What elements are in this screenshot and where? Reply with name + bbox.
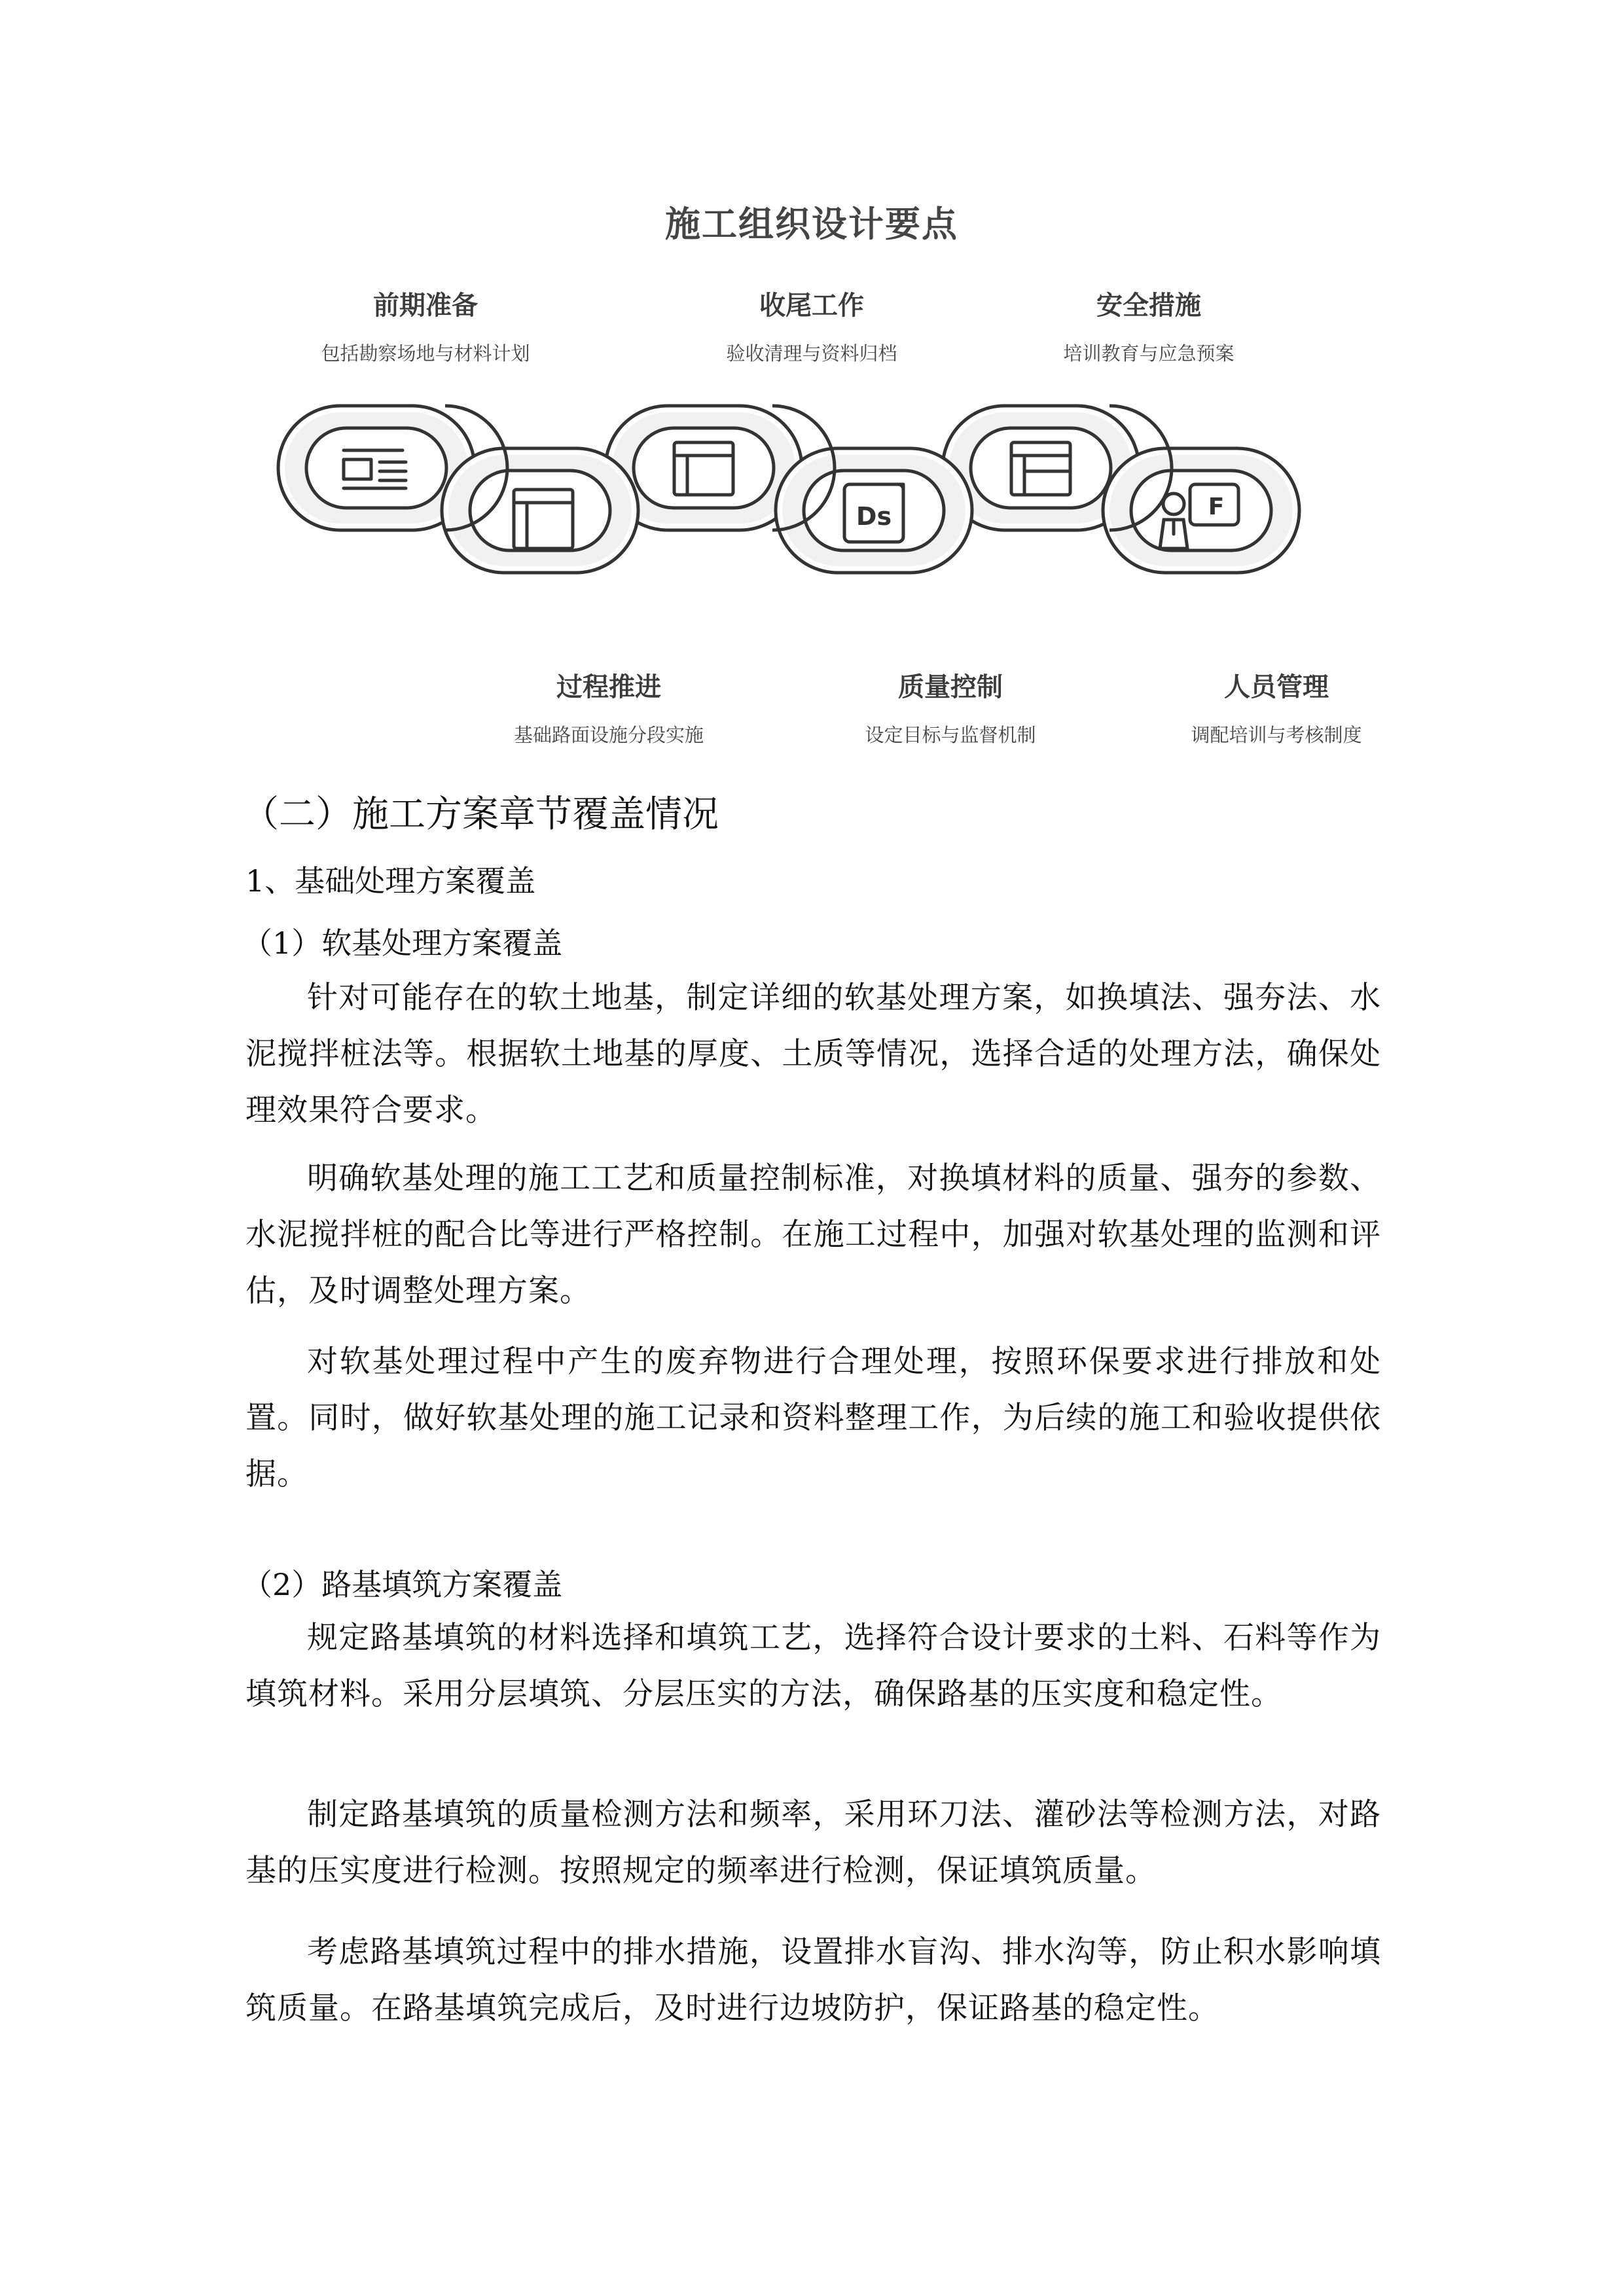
step-desc: 设定目标与监督机制: [865, 724, 1036, 746]
paragraph: 考虑路基填筑过程中的排水措施，设置排水盲沟、排水沟等，防止积水影响填筑质量。在路基填筑完成后，及时进行边坡防护，保证路基的稳定性。: [245, 1934, 1381, 2026]
part-heading: （2）路基填筑方案覆盖: [242, 1567, 563, 1602]
step-desc: 验收清理与资料归档: [726, 342, 897, 365]
paragraph: 明确软基处理的施工工艺和质量控制标准，对换填材料的质量、强夯的参数、水泥搅拌桩的配合比等进行严格控制。在施工过程中，加强对软基处理的监测和评估，及时调整处理方案。: [245, 1160, 1381, 1309]
construction-design-diagram: [249, 177, 1375, 766]
step-personnel: [1119, 666, 1434, 748]
chain-link-6: [1103, 448, 1299, 573]
step-safety: [992, 285, 1306, 367]
paragraph: 对软基处理过程中产生的废弃物进行合理处理，按照环保要求进行排放和处置。同时，做好软基处理的施工记录和资料整理工作，为后续的施工和验收提供依据。: [245, 1344, 1381, 1492]
step-preparation: [268, 285, 583, 367]
chain-links: [249, 399, 1375, 609]
step-desc: 包括勘察场地与材料计划: [321, 342, 530, 365]
ds-label: Ds: [856, 502, 892, 531]
subsection-heading: 1、基础处理方案覆盖: [245, 863, 536, 899]
diagram-title: 施工组织设计要点: [665, 204, 958, 245]
paragraph: 针对可能存在的软土地基，制定详细的软基处理方案，如换填法、强夯法、水泥搅拌桩法等。根据软土地基的厚度、土质等情况，选择合适的处理方法，确保处理效果符合要求。: [245, 980, 1381, 1128]
step-title: 质量控制: [898, 672, 1003, 702]
step-progress: [452, 666, 766, 748]
step-desc: 培训教育与应急预案: [1063, 342, 1235, 365]
paragraph: 制定路基填筑的质量检测方法和频率，采用环刀法、灌砂法等检测方法，对路基的压实度进行检测。按照规定的频率进行检测，保证填筑质量。: [245, 1797, 1381, 1889]
step-title: 安全措施: [1096, 291, 1201, 321]
step-title: 人员管理: [1224, 672, 1329, 702]
step-desc: 调配培训与考核制度: [1191, 724, 1362, 746]
step-desc: 基础路面设施分段实施: [513, 724, 704, 746]
step-title: 前期准备: [373, 291, 478, 321]
chain-link-2: [442, 448, 638, 573]
part-heading: （1）软基处理方案覆盖: [242, 925, 563, 961]
section-heading: （二）施工方案章节覆盖情况: [242, 793, 719, 836]
step-title: 过程推进: [556, 672, 661, 702]
paragraph: 规定路基填筑的材料选择和填筑工艺，选择符合设计要求的土料、石料等作为填筑材料。采用分层填筑、分层压实的方法，确保路基的压实度和稳定性。: [245, 1620, 1381, 1712]
step-title: 收尾工作: [759, 291, 864, 321]
step-closing: [655, 285, 969, 367]
f-label: F: [1208, 493, 1225, 520]
step-quality: [793, 666, 1108, 748]
